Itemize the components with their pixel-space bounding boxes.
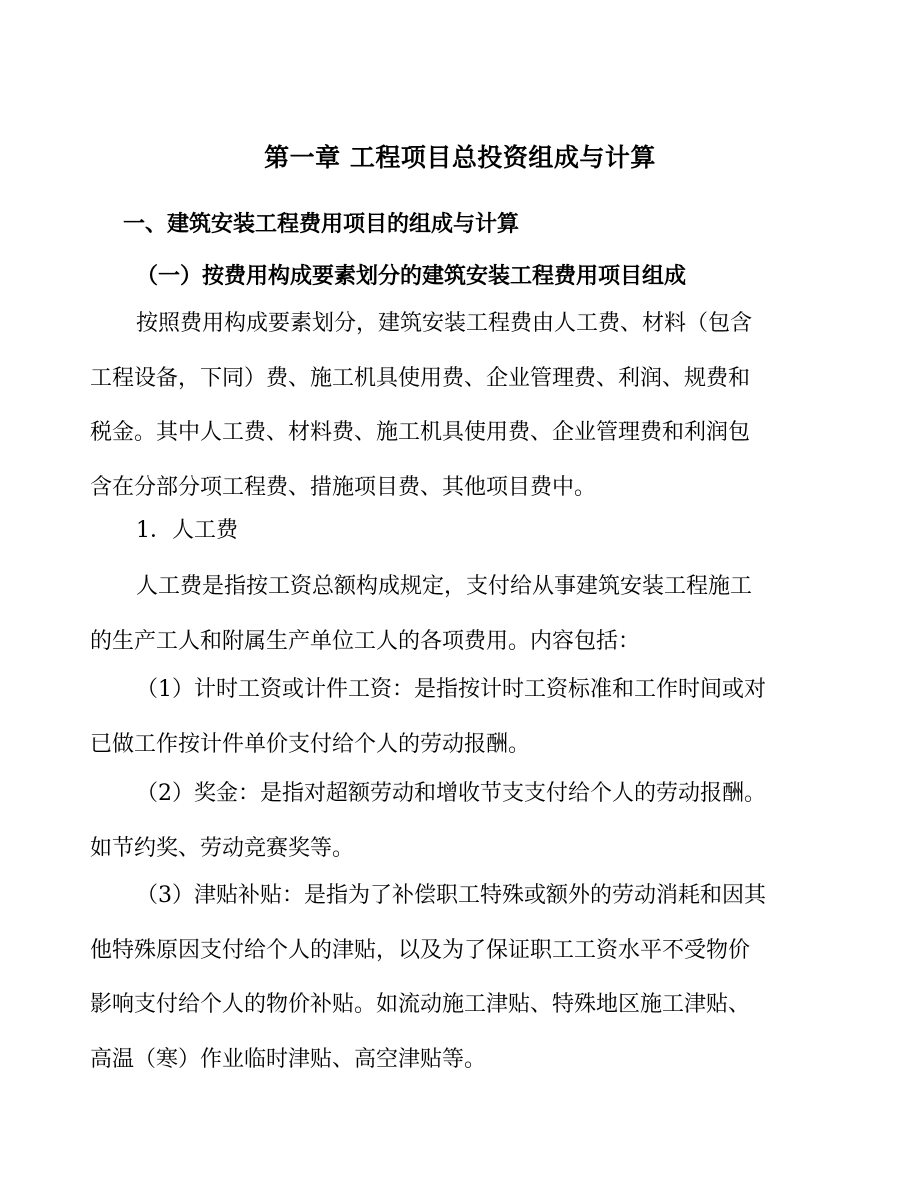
paragraph-line: 税金。其中人工费、材料费、施工机具使用费、企业管理费和利润包 [90,420,751,445]
paragraph-line: 人工费是指按工资总额构成规定，支付给从事建筑安装工程施工 [136,574,753,599]
paragraph-line: 他特殊原因支付给个人的津贴，以及为了保证职工工资水平不受物价 [90,937,751,963]
paragraph-line: （1）计时工资或计件工资：是指按计时工资标准和工作时间或对 [136,677,766,702]
paragraph-line: 的生产工人和附属生产单位工人的各项费用。内容包括： [90,628,641,654]
sub-item-bonus [90,767,830,876]
paragraph-line: （3）津贴补贴：是指为了补偿职工特殊或额外的劳动消耗和因其 [136,883,766,908]
item-heading-text: 1．人工费 [136,518,238,543]
paragraph-line: 高温（寒）作业临时津贴、高空津贴等。 [90,1046,487,1072]
sub-item-time-wage [90,663,830,772]
intro-paragraph [90,297,830,515]
paragraph-line: 工程设备，下同）费、施工机具使用费、企业管理费、利润、规费和 [90,365,751,391]
labor-paragraph [90,560,830,669]
item-1-heading [90,504,830,559]
paragraph-line: 已做工作按计件单价支付给个人的劳动报酬。 [90,731,531,757]
paragraph-line: 含在分部分项工程费、措施项目费、其他项目费中。 [90,474,597,500]
paragraph-line: （2）奖金：是指对超额劳动和增收节支支付给个人的劳动报酬。 [136,781,766,806]
subsection-title: （一）按费用构成要素划分的建筑安装工程费用项目组成 [136,263,687,289]
section-title: 一、建筑安装工程费用项目的组成与计算 [123,212,520,237]
chapter-title: 第一章 工程项目总投资组成与计算 [264,143,656,172]
paragraph-line: 如节约奖、劳动竞赛奖等。 [90,835,355,861]
paragraph-line: 影响支付给个人的物价补贴。如流动施工津贴、特殊地区施工津贴、 [90,992,751,1017]
sub-item-allowance [90,869,830,1087]
paragraph-line: 按照费用构成要素划分，建筑安装工程费由人工费、材料（包含 [136,311,753,336]
